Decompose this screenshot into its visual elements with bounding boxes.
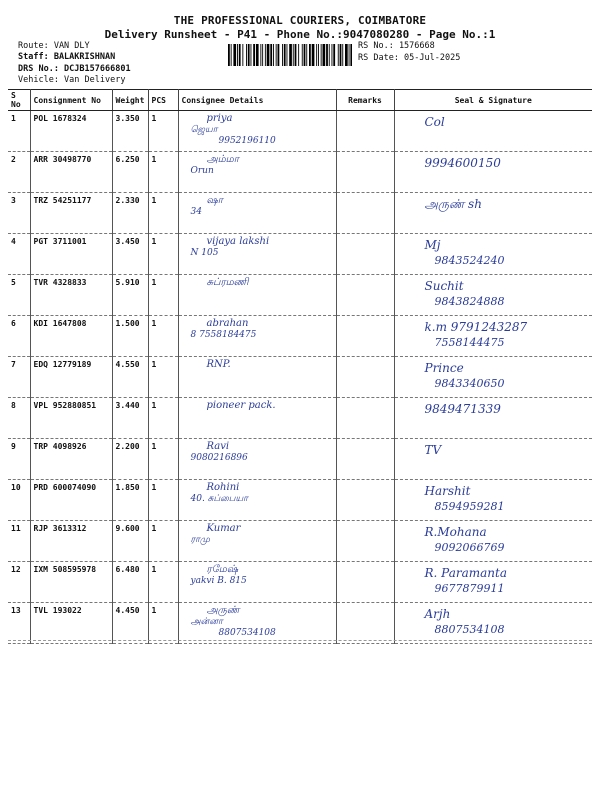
handwritten-signature: k.m 9791243287 <box>424 320 528 334</box>
row-consignment-no: EDQ 12779189 <box>30 357 112 398</box>
handwritten-consignee: அம்மா <box>206 154 239 165</box>
row-signature <box>394 480 592 521</box>
row-remarks <box>336 111 394 152</box>
row-consignee-details <box>178 562 336 603</box>
row-pcs: 1 <box>148 193 178 234</box>
handwritten-signature: 9849471339 <box>424 402 501 416</box>
handwritten-consignee: Orun <box>190 166 214 176</box>
row-pcs: 1 <box>148 603 178 644</box>
handwritten-consignee: pioneer pack. <box>206 400 276 411</box>
row-signature <box>394 439 592 480</box>
row-pcs: 1 <box>148 562 178 603</box>
table-row <box>8 398 592 439</box>
table-row <box>8 521 592 562</box>
row-consignee-details <box>178 521 336 562</box>
col-remarks: Remarks <box>336 90 394 111</box>
handwritten-signature: 9092066769 <box>434 541 505 554</box>
row-pcs: 1 <box>148 521 178 562</box>
handwritten-signature: 7558144475 <box>434 336 505 349</box>
row-weight: 3.440 <box>112 398 148 439</box>
handwritten-signature: 8807534108 <box>434 623 505 636</box>
row-remarks <box>336 152 394 193</box>
handwritten-signature: Suchit <box>424 279 464 293</box>
row-weight: 5.910 <box>112 275 148 316</box>
row-sno: 13 <box>8 603 30 644</box>
col-signature: Seal & Signature <box>394 90 592 111</box>
row-pcs: 1 <box>148 439 178 480</box>
row-sno: 7 <box>8 357 30 398</box>
row-signature <box>394 193 592 234</box>
row-sno: 5 <box>8 275 30 316</box>
handwritten-signature: Harshit <box>424 484 471 498</box>
handwritten-consignee: 40. சுப்பையா <box>190 494 248 504</box>
handwritten-signature: R.Mohana <box>424 525 487 539</box>
footer-divider <box>8 640 592 641</box>
row-signature <box>394 275 592 316</box>
table-row <box>8 316 592 357</box>
row-remarks <box>336 316 394 357</box>
row-weight: 1.850 <box>112 480 148 521</box>
handwritten-signature: Arjh <box>424 607 451 621</box>
row-sno: 8 <box>8 398 30 439</box>
row-weight: 9.600 <box>112 521 148 562</box>
runsheet-table <box>8 89 592 644</box>
handwritten-signature: 8594959281 <box>434 500 505 513</box>
row-weight: 6.250 <box>112 152 148 193</box>
row-consignee-details <box>178 603 336 644</box>
handwritten-consignee: yakvi B. 815 <box>190 576 247 586</box>
row-sno: 1 <box>8 111 30 152</box>
handwritten-consignee: Kumar <box>206 523 241 534</box>
row-sno: 2 <box>8 152 30 193</box>
row-sno: 4 <box>8 234 30 275</box>
row-remarks <box>336 398 394 439</box>
row-sno: 10 <box>8 480 30 521</box>
row-consignment-no: ARR 30498770 <box>30 152 112 193</box>
row-signature <box>394 357 592 398</box>
row-pcs: 1 <box>148 152 178 193</box>
row-weight: 6.480 <box>112 562 148 603</box>
row-remarks <box>336 521 394 562</box>
row-signature <box>394 521 592 562</box>
row-weight: 3.450 <box>112 234 148 275</box>
handwritten-consignee: அருண் <box>206 605 240 616</box>
row-consignment-no: KDI 1647808 <box>30 316 112 357</box>
row-signature <box>394 562 592 603</box>
row-consignment-no: TVL 193022 <box>30 603 112 644</box>
row-consignment-no: RJP 3613312 <box>30 521 112 562</box>
row-sno: 12 <box>8 562 30 603</box>
handwritten-consignee: 9952196110 <box>218 136 276 146</box>
handwritten-signature: 9677879911 <box>434 582 505 595</box>
handwritten-consignee: ஷா <box>206 195 223 206</box>
table-row <box>8 480 592 521</box>
row-consignee-details <box>178 234 336 275</box>
handwritten-consignee: 34 <box>190 207 202 217</box>
row-sno: 3 <box>8 193 30 234</box>
table-row <box>8 152 592 193</box>
rs-date: RS Date: 05-Jul-2025 <box>358 53 461 63</box>
handwritten-consignee: Ravi <box>206 441 230 452</box>
col-sno: S No <box>8 90 30 111</box>
handwritten-consignee: priya <box>206 113 233 124</box>
handwritten-signature: 9843340650 <box>434 377 505 390</box>
row-weight: 4.550 <box>112 357 148 398</box>
row-remarks <box>336 357 394 398</box>
row-weight: 3.350 <box>112 111 148 152</box>
row-signature <box>394 398 592 439</box>
handwritten-signature: TV <box>424 443 442 457</box>
handwritten-signature: அருண் sh <box>424 197 482 211</box>
row-pcs: 1 <box>148 111 178 152</box>
table-row <box>8 111 592 152</box>
row-consignment-no: PRD 600074090 <box>30 480 112 521</box>
row-consignment-no: IXM 508595978 <box>30 562 112 603</box>
handwritten-consignee: ராமு <box>190 535 210 545</box>
row-weight: 2.200 <box>112 439 148 480</box>
table-row <box>8 562 592 603</box>
handwritten-consignee: ஜெயா <box>190 125 218 135</box>
row-pcs: 1 <box>148 234 178 275</box>
handwritten-consignee: N 105 <box>190 248 219 258</box>
row-consignment-no: PGT 3711001 <box>30 234 112 275</box>
table-row <box>8 234 592 275</box>
row-remarks <box>336 193 394 234</box>
row-sno: 6 <box>8 316 30 357</box>
row-consignee-details <box>178 357 336 398</box>
row-remarks <box>336 603 394 644</box>
row-weight: 1.500 <box>112 316 148 357</box>
handwritten-consignee: அன்னா <box>190 617 223 627</box>
row-pcs: 1 <box>148 398 178 439</box>
handwritten-consignee: 8 7558184475 <box>190 330 257 340</box>
handwritten-signature: 9994600150 <box>424 156 501 170</box>
row-consignment-no: VPL 952880851 <box>30 398 112 439</box>
handwritten-consignee: 9080216896 <box>190 453 248 463</box>
handwritten-consignee: ரமேஷ் <box>206 564 239 575</box>
col-consignee: Consignee Details <box>178 90 336 111</box>
staff-info: Staff: BALAKRISHNAN <box>18 52 116 62</box>
row-remarks <box>336 439 394 480</box>
row-consignee-details <box>178 111 336 152</box>
col-consignment: Consignment No <box>30 90 112 111</box>
handwritten-signature: Col <box>424 115 445 129</box>
table-header-row <box>8 90 592 111</box>
row-pcs: 1 <box>148 480 178 521</box>
page-subtitle: Delivery Runsheet - P41 - Phone No.:9047080280 - Page No.:1 <box>104 28 496 41</box>
handwritten-consignee: 8807534108 <box>218 628 276 638</box>
barcode <box>228 44 352 66</box>
page-title: THE PROFESSIONAL COURIERS, COIMBATORE <box>173 14 427 27</box>
row-remarks <box>336 234 394 275</box>
handwritten-consignee: சுப்ரமணி <box>206 277 249 288</box>
row-weight: 4.450 <box>112 603 148 644</box>
row-consignee-details <box>178 398 336 439</box>
row-consignment-no: TVR 4328833 <box>30 275 112 316</box>
handwritten-signature: 9843824888 <box>434 295 505 308</box>
row-pcs: 1 <box>148 275 178 316</box>
row-consignee-details <box>178 316 336 357</box>
route-info: Route: VAN DLY <box>18 41 90 51</box>
handwritten-consignee: abrahan <box>206 318 249 329</box>
col-weight: Weight <box>112 90 148 111</box>
row-signature <box>394 152 592 193</box>
row-consignee-details <box>178 152 336 193</box>
handwritten-signature: Prince <box>424 361 464 375</box>
vehicle-info: Vehicle: Van Delivery <box>18 75 126 85</box>
row-remarks <box>336 562 394 603</box>
table-row <box>8 193 592 234</box>
row-consignment-no: TRP 4098926 <box>30 439 112 480</box>
row-consignee-details <box>178 275 336 316</box>
row-signature <box>394 603 592 644</box>
row-signature <box>394 234 592 275</box>
table-row <box>8 275 592 316</box>
row-consignment-no: TRZ 54251177 <box>30 193 112 234</box>
rs-number: RS No.: 1576668 <box>358 41 435 51</box>
handwritten-signature: Mj <box>424 238 441 252</box>
handwritten-consignee: RNP. <box>206 359 231 370</box>
row-signature <box>394 111 592 152</box>
handwritten-consignee: Rohini <box>206 482 240 493</box>
handwritten-signature: 9843524240 <box>434 254 505 267</box>
row-weight: 2.330 <box>112 193 148 234</box>
table-row <box>8 357 592 398</box>
row-consignee-details <box>178 439 336 480</box>
handwritten-consignee: vijaya lakshi <box>206 236 270 247</box>
handwritten-signature: R. Paramanta <box>424 566 507 580</box>
row-sno: 11 <box>8 521 30 562</box>
row-sno: 9 <box>8 439 30 480</box>
row-pcs: 1 <box>148 316 178 357</box>
row-signature <box>394 316 592 357</box>
col-pcs: PCS <box>148 90 178 111</box>
row-remarks <box>336 480 394 521</box>
row-consignee-details <box>178 193 336 234</box>
row-remarks <box>336 275 394 316</box>
table-row <box>8 603 592 644</box>
row-consignment-no: POL 1678324 <box>30 111 112 152</box>
row-consignee-details <box>178 480 336 521</box>
table-row <box>8 439 592 480</box>
drs-info: DRS No.: DCJB157666801 <box>18 64 131 74</box>
row-pcs: 1 <box>148 357 178 398</box>
